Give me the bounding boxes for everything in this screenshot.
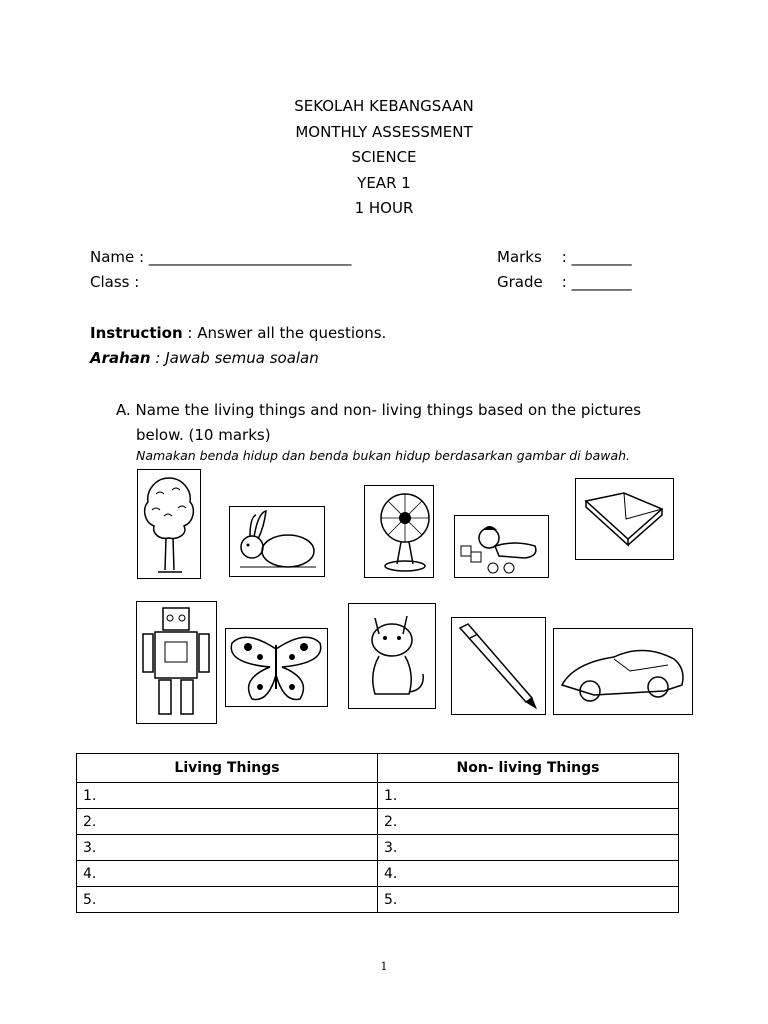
instruction-my [90, 349, 319, 367]
car-icon [553, 628, 693, 715]
table-header-row [77, 754, 679, 783]
robot-icon [136, 601, 217, 724]
living-answer-5[interactable]: 5. [77, 887, 378, 913]
marks-field [497, 248, 632, 266]
non-living-things-header: Non- living Things [378, 754, 679, 783]
butterfly-icon [225, 628, 328, 707]
duration: 1 HOUR [354, 199, 414, 217]
instruction-label: Instruction [90, 324, 183, 342]
document-header [0, 94, 768, 222]
baby-icon [454, 515, 549, 578]
non-living-answer-3[interactable]: 3. [378, 835, 679, 861]
pen-icon [451, 617, 546, 715]
question-a [116, 398, 641, 448]
marks-line[interactable]: : ________ [561, 248, 632, 266]
subject: SCIENCE [351, 148, 417, 166]
living-answer-4[interactable]: 4. [77, 861, 378, 887]
name-line[interactable]: ___________________________ [148, 248, 352, 266]
rabbit-icon [229, 506, 325, 577]
arahan-text: : Jawab semua soalan [155, 349, 319, 367]
non-living-answer-5[interactable]: 5. [378, 887, 679, 913]
name-field [90, 248, 351, 266]
year: YEAR 1 [357, 173, 411, 192]
living-answer-3[interactable]: 3. [77, 835, 378, 861]
question-a-line1: A. Name the living things and non- living things based on the pictures [116, 401, 642, 419]
non-living-answer-2[interactable]: 2. [378, 809, 679, 835]
table-row [77, 809, 679, 835]
school-name: SEKOLAH KEBANGSAAN [294, 97, 474, 115]
living-answer-2[interactable]: 2. [77, 809, 378, 835]
page-number: 1 [380, 960, 388, 973]
table-row [77, 783, 679, 809]
class-label: Class : [90, 273, 140, 291]
table-row [77, 861, 679, 887]
table-row [77, 835, 679, 861]
question-a-translation: Namakan benda hidup dan benda bukan hidup berdasarkan gambar di bawah. [136, 448, 631, 463]
arahan-label: Arahan [90, 349, 151, 367]
fan-icon [364, 485, 434, 578]
marks-label: Marks [497, 248, 542, 266]
tree-icon [137, 469, 201, 579]
assessment-title: MONTHLY ASSESSMENT [295, 122, 473, 141]
name-label: Name : [90, 248, 145, 266]
non-living-answer-1[interactable]: 1. [378, 783, 679, 809]
grade-line[interactable]: : ________ [561, 273, 632, 291]
grade-field [497, 273, 632, 291]
grade-label: Grade [497, 273, 543, 291]
instruction-text: : Answer all the questions. [187, 324, 387, 342]
table-row [77, 887, 679, 913]
cat-icon [348, 603, 436, 709]
answer-table [76, 753, 679, 913]
non-living-answer-4[interactable]: 4. [378, 861, 679, 887]
instruction-en [90, 324, 386, 342]
class-field [90, 273, 139, 291]
book-icon [575, 478, 674, 560]
living-things-header: Living Things [77, 754, 378, 783]
question-a-line2: below. (10 marks) [136, 426, 271, 444]
living-answer-1[interactable]: 1. [77, 783, 378, 809]
